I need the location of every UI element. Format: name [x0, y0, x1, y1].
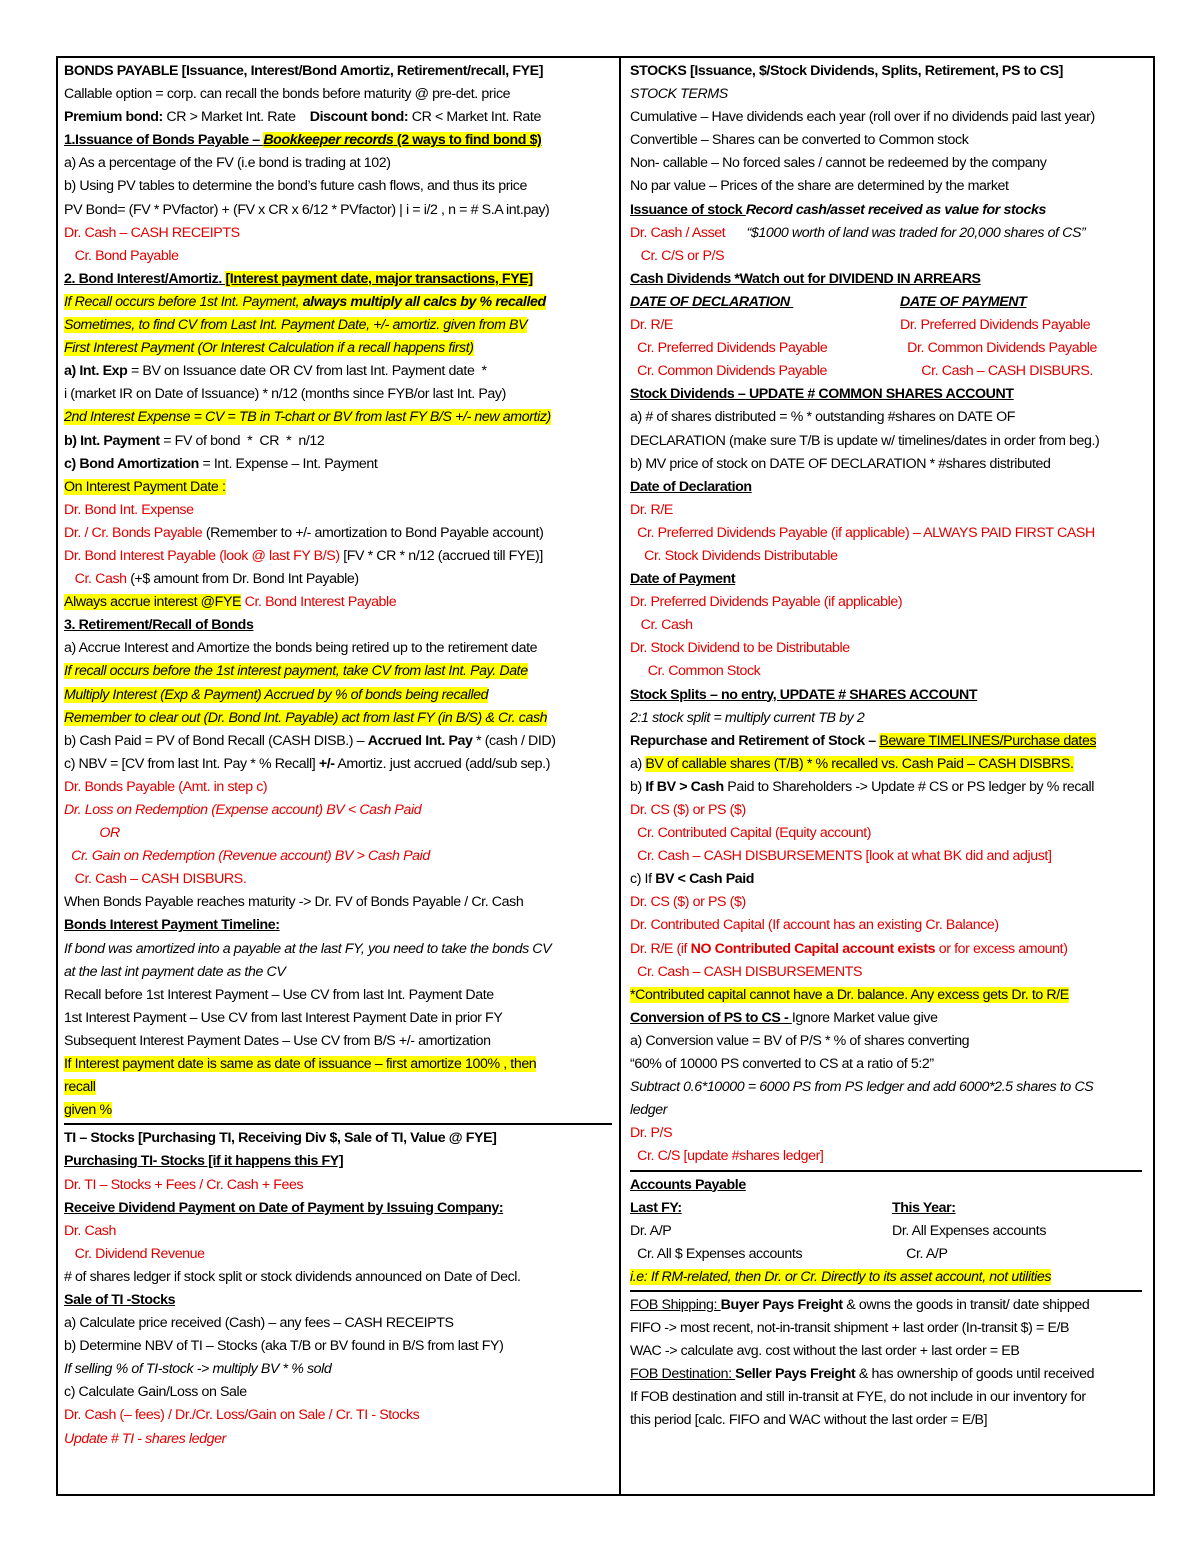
text-line: [630, 1122, 1142, 1145]
text-line: [630, 984, 1142, 1007]
text-line: [64, 60, 612, 83]
text-run: WAC -> calculate avg. cost without the last order + last order = EB: [630, 1343, 1020, 1360]
text-line: [630, 776, 1142, 799]
text-line: [630, 453, 1142, 476]
line-cell-left: [630, 314, 900, 337]
text-run: FOB Destination:: [630, 1366, 736, 1383]
text-run: +/-: [318, 755, 335, 772]
text-line: [64, 545, 612, 568]
text-line: [630, 568, 1142, 591]
text-line: [630, 430, 1142, 453]
text-run: = BV on Issuance date OR CV from last Int. Payment date *: [127, 363, 487, 380]
text-line: [630, 499, 1142, 522]
text-run: Ignore Market value give: [791, 1009, 938, 1026]
text-run: [Interest payment date, major transactions, FYE]: [225, 270, 533, 287]
text-line: [630, 476, 1142, 499]
text-run: 1.Issuance of Bonds Payable –: [64, 132, 264, 149]
text-line: [64, 1266, 612, 1289]
text-run: On Interest Payment Date :: [64, 478, 226, 495]
text-run: Dr. Cash (– fees) / Dr./Cr. Loss/Gain on Sale / Cr. TI - Stocks: [64, 1407, 420, 1424]
text-run: Convertible – Shares can be converted to Common stock: [630, 132, 969, 149]
text-line: [630, 822, 1142, 845]
text-run: Stock Dividends – UPDATE # COMMON SHARES ACCOUNT: [630, 386, 1014, 403]
text-run: a) Calculate price received (Cash) – any fees – CASH RECEIPTS: [64, 1315, 454, 1332]
text-run: Update # TI - shares ledger: [64, 1430, 226, 1447]
text-run: If bond was amortized into a payable at the last FY, you need to take the bonds CV: [64, 940, 552, 957]
text-run: Accrued Int. Pay: [367, 732, 473, 749]
text-line: [64, 222, 612, 245]
text-run: Cr. C/S or P/S: [630, 247, 725, 264]
text-run: Cr. Stock Dividends Distributable: [630, 547, 838, 564]
text-run: Cr. Preferred Dividends Payable (if applicable) – ALWAYS PAID FIRST CASH: [630, 524, 1095, 541]
text-run: DATE OF DECLARATION: [630, 293, 794, 310]
text-line: [630, 106, 1142, 129]
text-line: [630, 753, 1142, 776]
text-line: [64, 152, 612, 175]
text-run: (Remember to +/- amortization to Bond Payable account): [205, 524, 544, 541]
text-line: [64, 1030, 612, 1053]
text-run: Seller Pays Freight: [735, 1366, 856, 1383]
text-line: [64, 175, 612, 198]
text-line: [64, 453, 612, 476]
text-line: [64, 291, 612, 314]
text-run: Subsequent Interest Payment Dates – Use CV from B/S +/- amortization: [64, 1032, 491, 1049]
text-line: [64, 614, 612, 637]
text-run: b) MV price of stock on DATE OF DECLARATION * #shares distributed: [630, 455, 1051, 472]
text-run: Cr. Cash: [64, 571, 131, 588]
text-run: “$1000 worth of land was traded for 20,000 shares of CS”: [746, 224, 1086, 241]
text-run: Cr. All $ Expenses accounts: [630, 1245, 803, 1262]
text-run: STOCK TERMS: [630, 86, 728, 103]
text-run: Remember to clear out (Dr. Bond Int. Payable) act from last FY (in B/S) & Cr. cash: [64, 709, 548, 726]
text-line: [64, 707, 612, 730]
text-run: Recall before 1st Interest Payment – Use CV from last Int. Payment Date: [64, 986, 494, 1003]
text-run: BONDS PAYABLE [Issuance, Interest/Bond Amortiz, Retirement/recall, FYE]: [64, 63, 544, 79]
text-line: [64, 1007, 612, 1030]
text-line: [630, 614, 1142, 637]
text-line: [630, 152, 1142, 175]
text-run: * (cash / DID): [472, 732, 556, 749]
text-line: [630, 1294, 1142, 1317]
text-line: [630, 199, 1142, 222]
text-line: [630, 1266, 1142, 1289]
text-line: [630, 1099, 1142, 1122]
text-run: Paid to Shareholders -> Update # CS or PS ledger by % recall: [723, 778, 1095, 795]
text-run: Dr. Cash – CASH RECEIPTS: [64, 224, 240, 241]
text-run: STOCKS [Issuance, $/Stock Dividends, Splits, Retirement, PS to CS]: [630, 63, 1063, 79]
text-run: Sale of TI -Stocks: [64, 1291, 176, 1308]
text-run: c) Calculate Gain/Loss on Sale: [64, 1384, 247, 1401]
text-run: OR: [64, 825, 120, 842]
text-line: [630, 799, 1142, 822]
text-run: Dr. Loss on Redemption (Expense account) BV < Cash Paid: [64, 802, 422, 818]
text-run: = FV of bond * CR * n/12: [159, 432, 325, 449]
text-line: [630, 175, 1142, 198]
text-line: [630, 383, 1142, 406]
text-run: “60% of 10000 PS converted to CS at a ratio of 5:2”: [630, 1056, 934, 1073]
text-line: [630, 222, 1142, 245]
text-line: [630, 891, 1142, 914]
text-run: i.e: If RM-related, then Dr. or Cr. Directly to its asset account, not utilities: [630, 1268, 1052, 1285]
text-run: This Year:: [892, 1199, 956, 1216]
text-run: b) Using PV tables to determine the bond’s future cash flows, and thus its price: [64, 178, 527, 195]
text-run: FIFO -> most recent, not-in-transit shipment + last order (In-transit $) = E/B: [630, 1320, 1070, 1337]
line-cell-left: [630, 360, 900, 383]
text-run: a): [630, 755, 646, 772]
text-line: [64, 1174, 612, 1197]
text-run: Cr. Cash – CASH DISBURS.: [900, 363, 1093, 380]
text-line: [630, 1053, 1142, 1076]
two-column-line: [630, 337, 1142, 360]
text-line: [630, 1340, 1142, 1363]
text-line: [64, 984, 612, 1007]
text-run: a) Conversion value = BV of P/S * % of shares converting: [630, 1032, 970, 1049]
text-line: [64, 1404, 612, 1427]
text-run: Stock Splits – no entry, UPDATE # SHARES ACCOUNT: [630, 686, 978, 703]
text-run: Discount bond:: [309, 109, 409, 126]
text-run: BV of callable shares (T/B) * % recalled vs. Cash Paid – CASH DISBRS.: [645, 755, 1074, 772]
text-line: [630, 845, 1142, 868]
text-run: Dr. Bond Interest Payable (look @ last FY B/S): [64, 547, 344, 564]
text-run: Sometimes, to find CV from Last Int. Payment Date, +/- amortiz. given from BV: [64, 317, 528, 334]
text-run: Cr. Cash – CASH DISBURSEMENTS: [630, 963, 863, 980]
text-line: [64, 868, 612, 891]
text-line: [64, 776, 612, 799]
text-run: Cr. Bond Interest Payable: [241, 594, 397, 611]
text-line: [64, 730, 612, 753]
text-line: [64, 430, 612, 453]
text-run: & has ownership of goods until received: [855, 1366, 1095, 1383]
two-column-line: [630, 291, 1142, 314]
two-column-line: [630, 360, 1142, 383]
text-run: *Contributed capital cannot have a Dr. balance. Any excess gets Dr. to R/E: [630, 986, 1069, 1003]
text-line: [64, 684, 612, 707]
text-run: Dr. Stock Dividend to be Distributable: [630, 640, 850, 657]
text-run: Conversion of PS to CS -: [630, 1009, 792, 1026]
text-line: [64, 1289, 612, 1312]
text-run: Dr. Preferred Dividends Payable (if applicable): [630, 594, 903, 611]
line-cell-left: [630, 291, 900, 314]
text-run: 3. Retirement/Recall of Bonds: [64, 617, 254, 634]
text-line: [630, 545, 1142, 568]
text-run: a) Accrue Interest and Amortize the bonds being retired up to the retirement date: [64, 640, 538, 657]
text-run: Dr. / Cr. Bonds Payable: [64, 524, 206, 541]
text-line: [630, 637, 1142, 660]
text-run: Dr. CS ($) or PS ($): [630, 802, 746, 818]
text-run: Multiply Interest (Exp & Payment) Accrued by % of bonds being recalled: [64, 686, 489, 703]
text-run: Cr. Dividend Revenue: [64, 1245, 205, 1262]
text-line: [630, 707, 1142, 730]
text-line: [630, 1076, 1142, 1099]
text-line: [64, 522, 612, 545]
text-run: Date of Payment: [630, 571, 736, 588]
text-run: at the last int payment date as the CV: [64, 963, 286, 980]
line-cell-left: [630, 1197, 892, 1220]
text-line: [64, 591, 612, 614]
text-run: a) # of shares distributed = % * outstanding #shares on DATE OF: [630, 409, 1016, 426]
text-run: If FOB destination and still in-transit at FYE, do not include in our inventory for: [630, 1389, 1086, 1406]
text-run: Cr. A/P: [892, 1245, 948, 1262]
two-column-line: [630, 1243, 1142, 1266]
text-line: [64, 1099, 612, 1122]
text-run: Date of Declaration: [630, 478, 752, 495]
text-run: Cr. Gain on Redemption (Revenue account) BV > Cash Paid: [64, 848, 430, 865]
text-line: [630, 684, 1142, 707]
text-line: [630, 938, 1142, 961]
text-line: [630, 522, 1142, 545]
text-run: NO Contributed Capital account exists: [690, 940, 936, 957]
line-cell-right: [892, 1220, 1142, 1243]
text-run: Cash Dividends *Watch out for DIVIDEND IN ARREARS: [630, 270, 981, 287]
text-line: [64, 822, 612, 845]
text-run: b) Int. Payment: [64, 432, 160, 449]
text-run: Cr. Common Stock: [630, 663, 761, 680]
text-run: Beware TIMELINES/Purchase dates: [879, 732, 1097, 749]
text-run: i (market IR on Date of Issuance) * n/12 (months since FYB/or last Int. Pay): [64, 386, 506, 403]
text-run: Dr. P/S: [630, 1125, 673, 1142]
text-run: Bonds Interest Payment Timeline:: [64, 917, 280, 934]
text-line: [64, 1197, 612, 1220]
text-line: [630, 591, 1142, 614]
text-line: [630, 914, 1142, 937]
text-run: Cr. Preferred Dividends Payable: [630, 340, 828, 357]
text-run: # of shares ledger if stock split or stock dividends announced on Date of Decl.: [64, 1268, 521, 1285]
text-line: [64, 1428, 612, 1451]
text-line: [64, 499, 612, 522]
text-line: [630, 406, 1142, 429]
text-run: Dr. R/E (if: [630, 940, 691, 957]
text-run: No par value – Prices of the share are determined by the market: [630, 178, 1009, 195]
text-line: [64, 1381, 612, 1404]
text-line: [64, 1220, 612, 1243]
text-run: CR < Market Int. Rate: [408, 109, 541, 126]
text-line: [630, 245, 1142, 268]
text-run: Dr. Cash / Asset: [630, 224, 747, 241]
text-line: [64, 337, 612, 360]
text-run: Repurchase and Retirement of Stock –: [630, 732, 880, 749]
section-rule: [630, 1290, 1142, 1292]
text-line: [64, 129, 612, 152]
text-line: [64, 1335, 612, 1358]
text-run: (+$ amount from Dr. Bond Int Payable): [130, 571, 359, 588]
text-run: Dr. Bonds Payable (Amt. in step c): [64, 778, 268, 795]
two-column-line: [630, 1197, 1142, 1220]
right-column: [630, 60, 1142, 1433]
line-cell-right: [900, 291, 1142, 314]
text-run: First Interest Payment (Or Interest Calculation if a recall happens first): [64, 340, 474, 357]
text-run: If Recall occurs before 1st Int. Payment,: [64, 293, 303, 310]
text-run: Dr. CS ($) or PS ($): [630, 894, 746, 911]
text-line: [630, 1174, 1142, 1197]
text-run: = Int. Expense – Int. Payment: [198, 455, 378, 472]
text-run: Non- callable – No forced sales / cannot be redeemed by the company: [630, 155, 1047, 172]
text-line: [630, 1007, 1142, 1030]
text-run: DECLARATION (make sure T/B is update w/ timelines/dates in order from beg.): [630, 432, 1100, 449]
line-cell-right: [892, 1243, 1142, 1266]
text-line: [630, 1386, 1142, 1409]
text-line: [64, 568, 612, 591]
text-run: c) NBV = [CV from last Int. Pay * % Recall]: [64, 755, 319, 772]
text-line: [64, 383, 612, 406]
text-run: c) If: [630, 871, 656, 888]
text-run: Accounts Payable: [630, 1176, 746, 1193]
text-run: Cr. Cash: [630, 617, 693, 634]
text-line: [64, 1358, 612, 1381]
text-run: given %: [64, 1102, 112, 1119]
line-cell-left: [630, 337, 900, 360]
text-run: Dr. Preferred Dividends Payable: [900, 317, 1091, 334]
text-run: Dr. All Expenses accounts: [892, 1222, 1047, 1239]
two-column-line: [630, 314, 1142, 337]
text-line: [64, 845, 612, 868]
text-run: 1st Interest Payment – Use CV from last Interest Payment Date in prior FY: [64, 1009, 503, 1026]
text-run: a) As a percentage of the FV (i.e bond is trading at 102): [64, 155, 391, 172]
text-line: [64, 753, 612, 776]
line-cell-right: [900, 360, 1142, 383]
text-line: [64, 406, 612, 429]
text-line: [64, 314, 612, 337]
text-line: [64, 360, 612, 383]
line-cell-right: [900, 314, 1142, 337]
text-run: Cr. C/S [update #shares ledger]: [630, 1148, 824, 1165]
text-run: Dr. Cash: [64, 1222, 116, 1239]
text-run: Dr. Bond Int. Expense: [64, 501, 194, 518]
text-line: [630, 1030, 1142, 1053]
text-run: DATE OF PAYMENT: [900, 293, 1027, 310]
text-line: [630, 1145, 1142, 1168]
text-line: [630, 1409, 1142, 1432]
line-cell-right: [892, 1197, 1142, 1220]
text-line: [64, 245, 612, 268]
text-run: Cr. Cash – CASH DISBURSEMENTS: [630, 848, 866, 865]
text-run: PV Bond= (FV * PVfactor) + (FV x CR x 6/12 * PVfactor) | i = i/2 , n = # S.A int.pay): [64, 201, 550, 218]
text-line: [64, 914, 612, 937]
text-run: [look at what BK did and adjust]: [865, 848, 1052, 865]
text-run: recall: [64, 1079, 96, 1096]
text-run: always multiply all calcs by % recalled: [302, 293, 546, 310]
text-run: Issuance of stock: [630, 201, 746, 218]
left-column: [64, 60, 612, 1451]
line-cell-left: [630, 1243, 892, 1266]
text-run: FOB Shipping:: [630, 1296, 721, 1313]
text-line: [64, 938, 612, 961]
text-run: Last FY:: [630, 1199, 682, 1216]
text-run: Cr. Contributed Capital (Equity account): [630, 825, 872, 842]
text-line: [64, 1312, 612, 1335]
text-line: [630, 961, 1142, 984]
text-run: When Bonds Payable reaches maturity -> Dr. FV of Bonds Payable / Cr. Cash: [64, 894, 524, 911]
text-line: [630, 730, 1142, 753]
text-run: Record cash/asset received as value for stocks: [745, 201, 1047, 218]
text-line: [64, 1127, 612, 1150]
text-line: [630, 268, 1142, 291]
text-run: If recall occurs before the 1st interest payment, take CV from last Int. Pay. Date: [64, 663, 528, 680]
text-run: b): [630, 778, 646, 795]
text-run: a) Int. Exp: [64, 363, 128, 380]
text-run: TI – Stocks [Purchasing TI, Receiving Div $, Sale of TI, Value @ FYE]: [64, 1130, 497, 1147]
text-line: [630, 83, 1142, 106]
text-run: b) Cash Paid = PV of Bond Recall (CASH DISB.) –: [64, 732, 368, 749]
text-run: b) Determine NBV of TI – Stocks (aka T/B or BV found in B/S from last FY): [64, 1338, 504, 1355]
two-column-line: [630, 1220, 1142, 1243]
section-rule: [630, 1170, 1142, 1172]
text-run: Dr. Contributed Capital (If account has an existing Cr. Balance): [630, 917, 999, 934]
text-run: Dr. Common Dividends Payable: [900, 340, 1097, 357]
text-line: [630, 1317, 1142, 1340]
text-run: Receive Dividend Payment on Date of Payment by Issuing Company:: [64, 1199, 504, 1216]
text-run: If BV > Cash: [645, 778, 724, 795]
text-run: 2. Bond Interest/Amortiz.: [64, 270, 226, 287]
text-run: Callable option = corp. can recall the bonds before maturity @ pre-det. price: [64, 86, 511, 103]
text-line: [64, 268, 612, 291]
text-line: [630, 1363, 1142, 1386]
text-run: or for excess amount): [935, 940, 1068, 957]
text-run: If selling % of TI-stock -> multiply BV * % sold: [64, 1361, 332, 1378]
text-line: [64, 199, 612, 222]
text-run: Dr. R/E: [630, 317, 673, 334]
text-line: [630, 868, 1142, 891]
text-run: Cr. Bond Payable: [64, 247, 179, 264]
text-line: [630, 129, 1142, 152]
text-line: [630, 60, 1142, 83]
text-line: [64, 1243, 612, 1266]
text-run: Premium bond:: [64, 109, 163, 126]
line-cell-left: [630, 1220, 892, 1243]
text-line: [64, 1053, 612, 1076]
text-run: & owns the goods in transit/ date shipped: [842, 1296, 1090, 1313]
text-run: Cr. Common Dividends Payable: [630, 363, 827, 380]
text-run: Subtract 0.6*10000 = 6000 PS from PS ledger and add 6000*2.5 shares to CS: [630, 1079, 1094, 1096]
text-line: [64, 1150, 612, 1173]
text-run: this period [calc. FIFO and WAC without the last order = E/B]: [630, 1412, 988, 1429]
text-run: Cumulative – Have dividends each year (roll over if no dividends paid last year): [630, 109, 1095, 126]
text-run: 2nd Interest Expense = CV = TB in T-chart or BV from last FY B/S +/- new amortiz): [64, 409, 551, 426]
text-run: (2 ways to find bond $): [393, 132, 542, 149]
text-line: [64, 961, 612, 984]
text-run: Amortiz. just accrued (add/sub sep.): [334, 755, 551, 772]
text-run: CR > Market Int. Rate: [162, 109, 310, 126]
text-run: Purchasing TI- Stocks [if it happens this FY]: [64, 1153, 344, 1170]
text-run: ledger: [630, 1102, 668, 1119]
text-line: [64, 891, 612, 914]
text-run: Always accrue interest @FYE: [64, 594, 242, 611]
text-line: [64, 83, 612, 106]
text-run: 2:1 stock split = multiply current TB by 2: [630, 709, 865, 726]
text-line: [64, 799, 612, 822]
text-run: c) Bond Amortization: [64, 455, 199, 472]
text-line: [64, 476, 612, 499]
text-run: If Interest payment date is same as date of issuance – first amortize 100% , then: [64, 1056, 537, 1073]
text-run: Bookkeeper records: [263, 132, 394, 149]
text-run: [FV * CR * n/12 (accrued till FYE)]: [343, 547, 543, 564]
text-line: [64, 106, 612, 129]
column-divider: [619, 56, 621, 1496]
section-rule: [64, 1123, 612, 1125]
text-run: Cr. Cash – CASH DISBURS.: [64, 871, 247, 888]
text-line: [64, 660, 612, 683]
text-run: Dr. A/P: [630, 1222, 672, 1239]
text-line: [64, 1076, 612, 1099]
text-run: Dr. TI – Stocks + Fees / Cr. Cash + Fees: [64, 1176, 304, 1193]
text-line: [64, 637, 612, 660]
text-run: Buyer Pays Freight: [720, 1296, 843, 1313]
text-run: BV < Cash Paid: [655, 871, 755, 888]
text-line: [630, 660, 1142, 683]
text-run: Dr. R/E: [630, 501, 673, 518]
line-cell-right: [900, 337, 1142, 360]
